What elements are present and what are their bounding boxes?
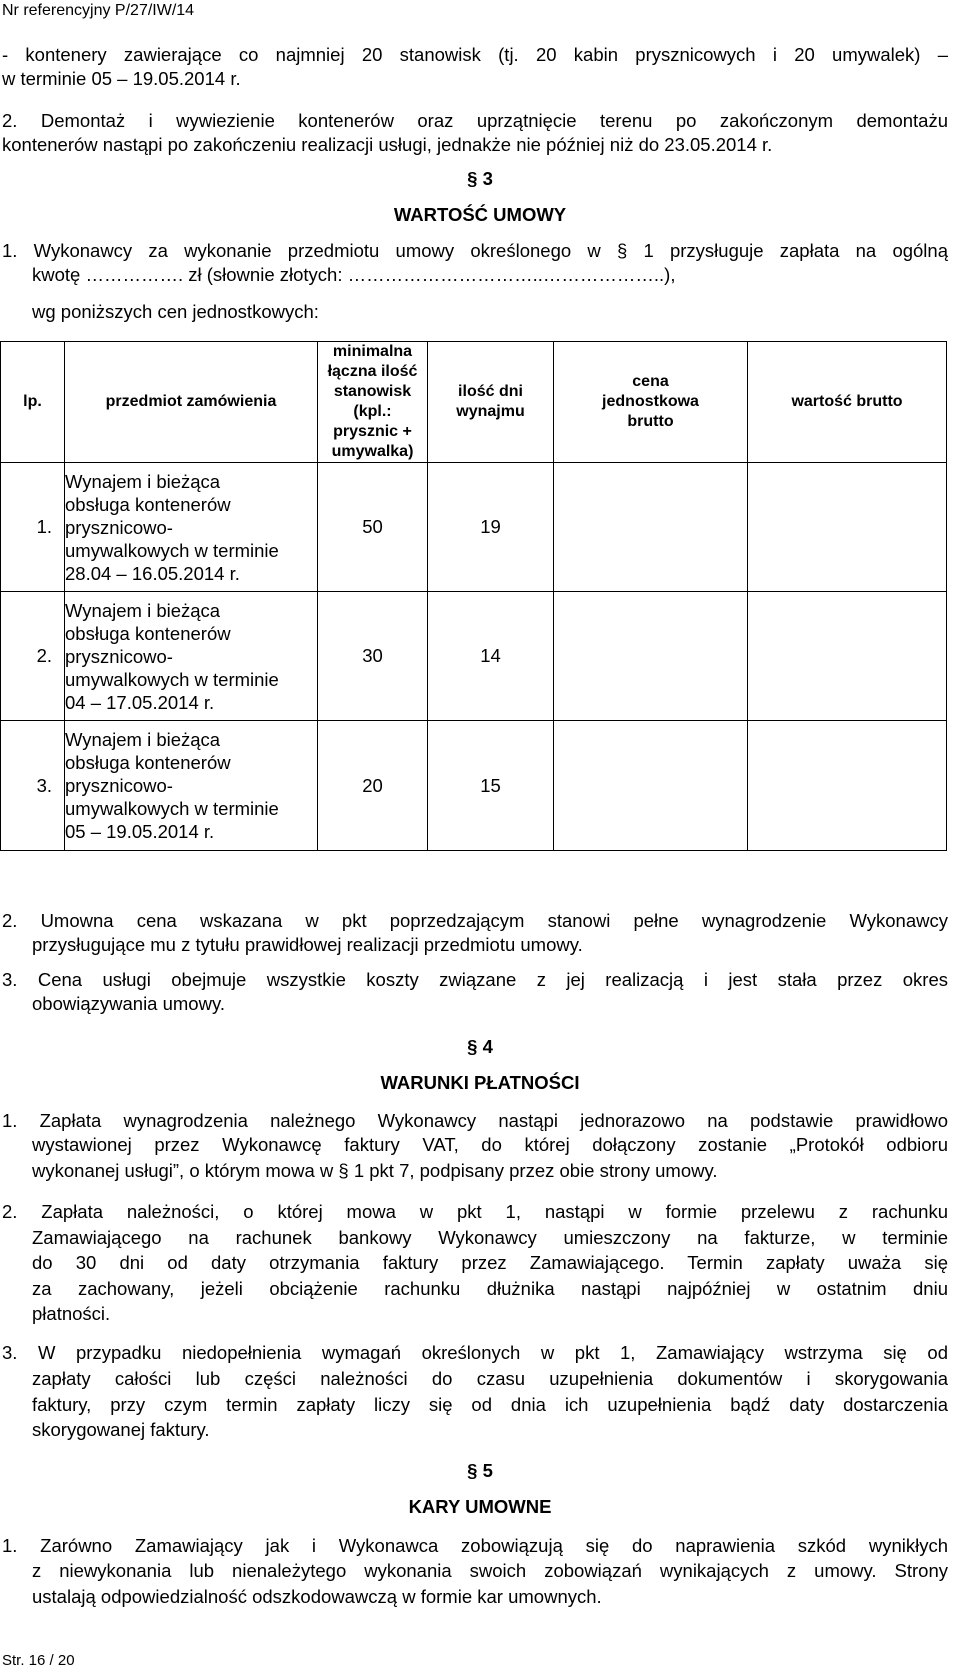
page-number: Str. 16 / 20 (2, 1652, 75, 1669)
section5-symbol: § 5 (467, 1460, 493, 1481)
row-unit-price (554, 463, 748, 592)
row-value (748, 721, 947, 851)
header-min-qty: minimalna łączna ilość stanowisk (kpl.: prysznic + umywalka) (318, 342, 428, 463)
row-subject: Wynajem i bieżąca obsługa kontenerów prysznicowo- umywalkowych w terminie 05 – 19.05.2014 r. (65, 721, 318, 851)
row-lp: 3. (1, 721, 65, 851)
row-min-qty: 20 (318, 721, 428, 851)
section4-item2-line-4: za zachowany, jeżeli obciążenie rachunku dłużnika nastąpi najpóźniej w ostatnim dniu (32, 1278, 948, 1299)
section3-item2-line-2: przysługujące mu z tytułu prawidłowej realizacji przedmiotu umowy. (32, 934, 583, 955)
price-table (0, 341, 947, 851)
row-unit-price (554, 592, 748, 721)
section4-item2-line-2: Zamawiającego na rachunek bankowy Wykonawcy umieszczony na fakturze, w terminie (32, 1227, 948, 1248)
row-unit-price (554, 721, 748, 851)
row-subject: Wynajem i bieżąca obsługa kontenerów prysznicowo- umywalkowych w terminie 28.04 – 16.05.2014 r. (65, 463, 318, 592)
section3-symbol: § 3 (467, 168, 493, 189)
header-days: ilość dni wynajmu (428, 342, 554, 463)
intro-bullet-line-1: - kontenery zawierające co najmniej 20 stanowisk (tj. 20 kabin prysznicowych i 20 umywalek) – (2, 44, 948, 65)
row-subject: Wynajem i bieżąca obsługa kontenerów prysznicowo- umywalkowych w terminie 04 – 17.05.2014 r. (65, 592, 318, 721)
row-lp: 1. (1, 463, 65, 592)
section4-item3-line-1: 3. W przypadku niedopełnienia wymagań określonych w pkt 1, Zamawiający wstrzyma się od (2, 1342, 948, 1363)
row-value (748, 463, 947, 592)
row-lp: 2. (1, 592, 65, 721)
section5-item1-line-1: 1. Zarówno Zamawiający jak i Wykonawca zobowiązują się do naprawienia szkód wynikłych (2, 1535, 948, 1556)
row-days: 19 (428, 463, 554, 592)
section4-item3-line-2: zapłaty całości lub części należności do czasu uzupełnienia dokumentów i skorygowania (32, 1368, 948, 1389)
section4-title: WARUNKI PŁATNOŚCI (380, 1072, 580, 1093)
intro-item2-line-1: 2. Demontaż i wywiezienie kontenerów oraz uprzątnięcie terenu po zakończonym demontażu (2, 110, 948, 131)
table-row (1, 463, 947, 592)
section3-title: WARTOŚĆ UMOWY (393, 204, 567, 225)
section3-item2-line-1: 2. Umowna cena wskazana w pkt poprzedzającym stanowi pełne wynagrodzenie Wykonawcy (2, 910, 948, 931)
intro-bullet-line-2: w terminie 05 – 19.05.2014 r. (2, 68, 241, 89)
header-lp: lp. (1, 342, 65, 463)
document-reference: Nr referencyjny P/27/IW/14 (2, 2, 195, 19)
table-header-row (1, 342, 947, 463)
section4-item2-line-1: 2. Zapłata należności, o której mowa w pkt 1, nastąpi w formie przelewu z rachunku (2, 1201, 948, 1222)
section3-item3-line-1: 3. Cena usługi obejmuje wszystkie koszty związane z jej realizacją i jest stała przez okres (2, 969, 948, 990)
section4-item2-line-3: do 30 dni od daty otrzymania faktury przez Zamawiającego. Termin zapłaty uważa się (32, 1252, 948, 1273)
section4-symbol: § 4 (467, 1036, 493, 1057)
section4-item1-line-2: wystawionej przez Wykonawcę faktury VAT, do której dołączony zostanie „Protokół odbioru (32, 1134, 948, 1155)
row-days: 14 (428, 592, 554, 721)
section4-item1-line-3: wykonanej usługi”, o którym mowa w § 1 pkt 7, podpisany przez obie strony umowy. (32, 1160, 718, 1181)
section4-item2-line-5: płatności. (32, 1303, 111, 1324)
header-unit-price: cena jednostkowa brutto (554, 342, 748, 463)
section4-item1-line-1: 1. Zapłata wynagrodzenia należnego Wykonawcy nastąpi jednorazowo na podstawie prawidłowo (2, 1110, 948, 1131)
section3-item1-line-2: kwotę ……………. zł (słownie złotych: …………………………..………………..), (32, 264, 676, 285)
table-row (1, 592, 947, 721)
row-min-qty: 50 (318, 463, 428, 592)
intro-item2-line-2: kontenerów nastąpi po zakończeniu realizacji usługi, jednakże nie później niż do 23.05.2014 r. (2, 134, 773, 155)
section3-item3-line-2: obowiązywania umowy. (32, 993, 225, 1014)
section5-item1-line-3: ustalają odpowiedzialność odszkodowawczą w formie kar umownych. (32, 1586, 602, 1607)
row-min-qty: 30 (318, 592, 428, 721)
table-row (1, 721, 947, 851)
section5-title: KARY UMOWNE (408, 1496, 552, 1517)
section5-item1-line-2: z niewykonania lub nienależytego wykonania swoich zobowiązań wynikających z umowy. Strony (32, 1560, 948, 1581)
row-days: 15 (428, 721, 554, 851)
section4-item3-line-4: skorygowanej faktury. (32, 1419, 210, 1440)
header-value: wartość brutto (748, 342, 947, 463)
row-value (748, 592, 947, 721)
header-subject: przedmiot zamówienia (65, 342, 318, 463)
section4-item3-line-3: faktury, przy czym termin zapłaty liczy się od dnia ich uzupełnienia bądź daty dostarczenia (32, 1394, 948, 1415)
section3-item1-line-1: 1. Wykonawcy za wykonanie przedmiotu umowy określonego w § 1 przysługuje zapłata na ogólną (2, 240, 948, 261)
table-intro: wg poniższych cen jednostkowych: (32, 301, 319, 322)
